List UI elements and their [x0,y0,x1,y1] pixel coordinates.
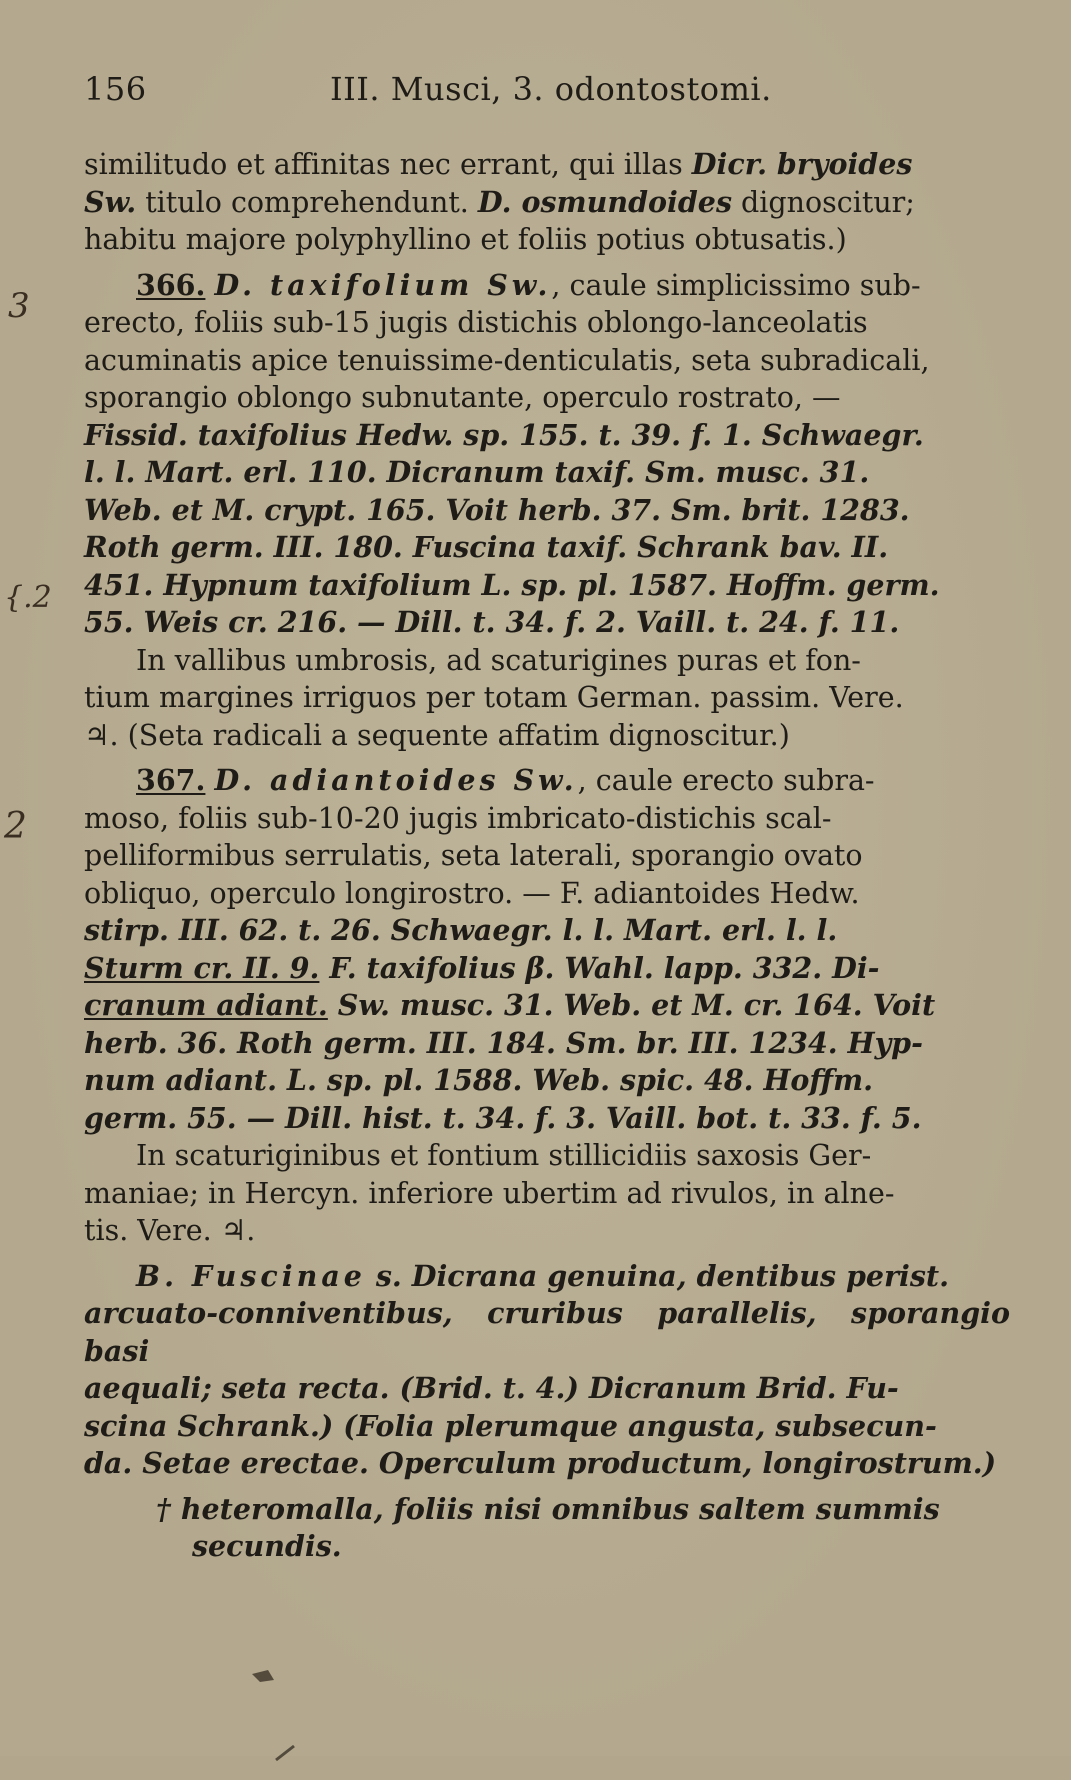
text-line: da. Setae erectae. Operculum productum, longirostrum.) [84,1446,997,1480]
text-line: similitudo et affinitas nec errant, qui illas Dicr. bryoides [84,147,913,181]
page-header [84,70,1004,114]
species-367-heading-line: 367. D. adiantoides Sw., caule erecto subra- [136,763,875,797]
text-line: moso, foliis sub-10-20 jugis imbricato-distichis scal- [84,801,832,835]
text-line: aequali; seta recta. (Brid. t. 4.) Dicranum Brid. Fu- [84,1371,899,1405]
section-label: B. Fuscinae [136,1258,366,1293]
text-line: scina Schrank.) (Folia plerumque angusta, subsecun- [84,1408,937,1443]
text-line: Sturm cr. II. 9. F. taxifolius β. Wahl. lapp. 332. Di- [84,950,880,985]
text-line: 55. Weis cr. 216. — Dill. t. 34. f. 2. Vaill. t. 24. f. 11. [84,605,900,639]
text-line: Roth germ. III. 180. Fuscina taxif. Schrank bav. II. [84,530,889,564]
habitat-line: tis. Vere. ♃. [84,1214,256,1247]
text-line: pelliformibus serrulatis, seta laterali, sporangio ovato [84,839,863,872]
body-text [84,146,1010,1566]
section-b-heading-line: B. Fuscinae s. Dicrana genuina, dentibus perist. [136,1258,950,1293]
text-line: Fissid. taxifolius Hedw. sp. 155. t. 39. f. 1. Schwaegr. [84,417,924,452]
species-number: 367. [136,763,206,797]
text-line: stirp. III. 62. t. 26. Schwaegr. l. l. Mart. erl. l. l. [84,913,838,947]
text-line: sporangio oblongo subnutante, operculo rostrato, — [84,381,841,414]
text-line: cranum adiant. Sw. musc. 31. Web. et M. cr. 164. Voit [84,988,936,1022]
margin-mark-451: {.2 [4,580,52,615]
text-line: obliquo, operculo longirostro. — F. adiantoides Hedw. [84,876,860,910]
species-name: D. taxifolium Sw. [214,267,552,302]
text-line: arcuato-conniventibus, cruribus parallelis, sporangio basi [84,1296,1010,1368]
habitat-line: maniae; in Hercyn. inferiore ubertim ad rivulos, in alne- [84,1176,895,1210]
subgroup-line: † heteromalla, foliis nisi omnibus saltem summis [156,1491,940,1526]
text-line: num adiant. L. sp. pl. 1588. Web. spic. 48. Hoffm. [84,1063,874,1097]
margin-mark-367: 2 [4,806,27,847]
margin-mark-366: 3 [8,286,30,326]
page-number: 156 [84,70,147,108]
habitat-line: In scaturiginibus et fontium stillicidiis saxosis Ger- [136,1139,872,1172]
ink-speck-decoration [240,1660,320,1780]
habitat-line: tium margines irriguos per totam German. passim. Vere. [84,681,904,714]
species-number: 366. [136,267,206,302]
subgroup-line: secundis. [192,1529,342,1563]
text-line: Sw. titulo comprehendunt. D. osmundoides dignoscitur; [84,184,915,219]
text-line: acuminatis apice tenuissime-denticulatis, seta subradicali, [84,343,930,377]
text-line: herb. 36. Roth germ. III. 184. Sm. br. III. 1234. Hyp- [84,1025,923,1060]
text-line: germ. 55. — Dill. hist. t. 34. f. 3. Vaill. bot. t. 33. f. 5. [84,1100,922,1135]
text-line: 451. Hypnum taxifolium L. sp. pl. 1587. Hoffm. germ. [84,567,940,602]
habitat-line: In vallibus umbrosis, ad scaturigines puras et fon- [136,643,861,677]
text-line: l. l. Mart. erl. 110. Dicranum taxif. Sm. musc. 31. [84,455,870,489]
habitat-line: ♃. (Seta radicali a sequente affatim dignoscitur.) [84,718,790,752]
running-title: III. Musci, 3. odontostomi. [330,70,772,108]
text-line: Web. et M. crypt. 165. Voit herb. 37. Sm. brit. 1283. [84,492,910,527]
species-name: D. adiantoides Sw. [214,763,578,797]
text-line: habitu majore polyphyllino et foliis potius obtusatis.) [84,223,847,256]
species-366-heading-line: 366. D. taxifolium Sw., caule simplicissimo sub- [136,267,921,302]
text-line: erecto, foliis sub-15 jugis distichis oblongo-lanceolatis [84,306,868,339]
